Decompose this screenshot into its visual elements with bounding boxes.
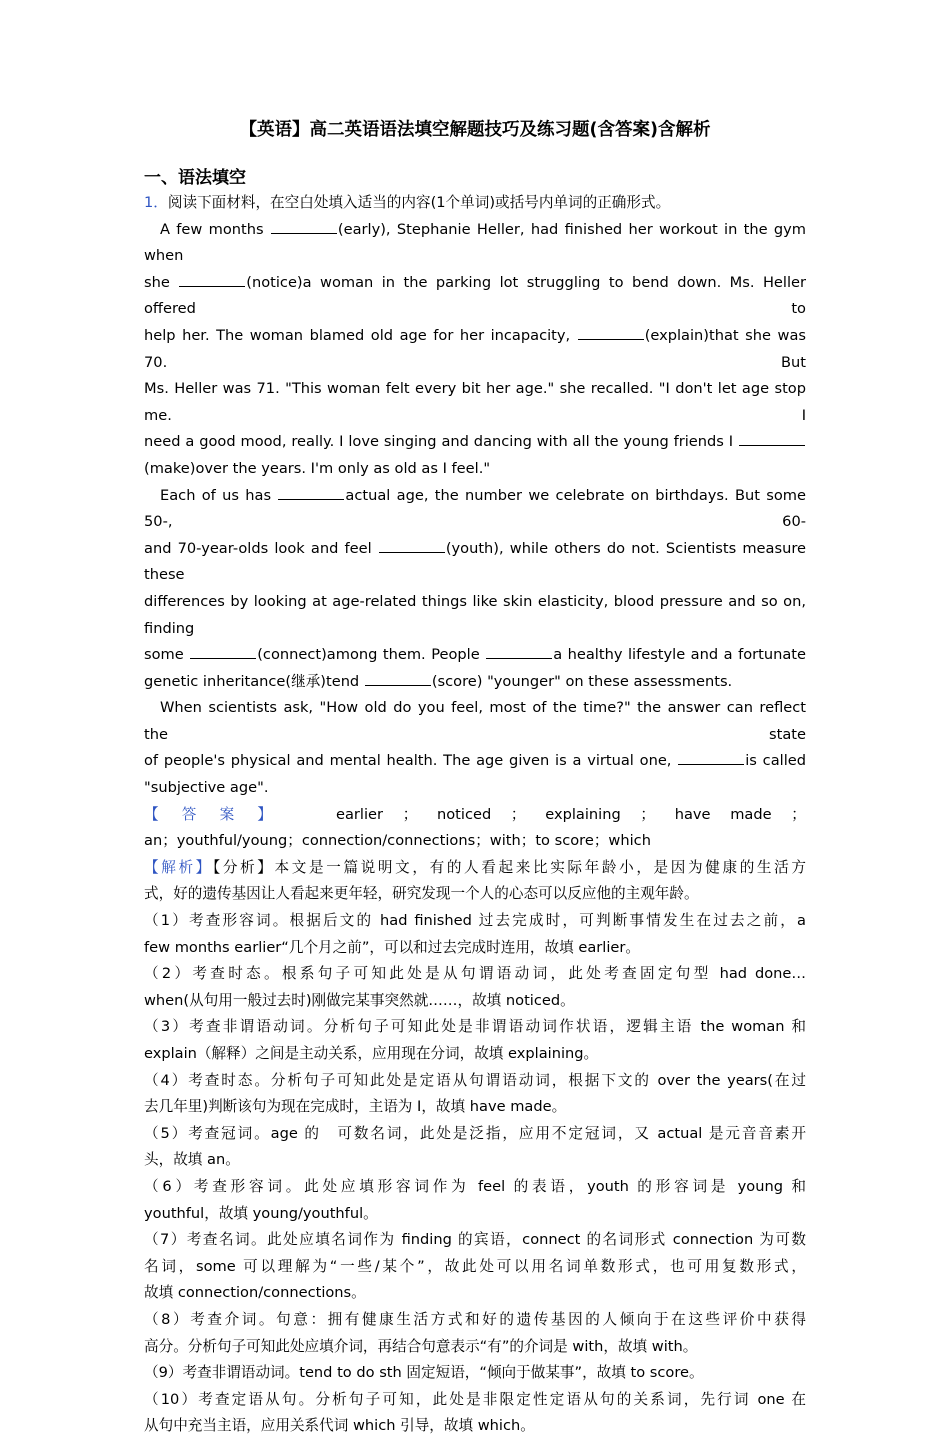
answer-blank-7[interactable] [190, 644, 256, 659]
section-heading: 一、语法填空 [144, 168, 246, 188]
passage-line: When scientists ask, "How old do you feel, most of the time?" the answer can reflect the state [144, 699, 806, 743]
answer-values: earlier ； noticed ； explaining ； have made ； [336, 805, 806, 823]
answer-blank-9[interactable] [365, 671, 431, 686]
analysis-item: （5）考查冠词。age 的 可数名词，此处是泛指，应用不定冠词，又 actual 是元音音素开 [144, 1124, 806, 1142]
analysis-item: explain（解释）之间是主动关系，应用现在分词，故填 explaining。 [144, 1045, 599, 1062]
answer-blank-5[interactable] [278, 485, 344, 500]
passage-line: Ms. Heller was 71. "This woman felt every bit her age." she recalled. "I don't let age stop me. I [144, 380, 806, 424]
analysis-item: when(从句用一般过去时)刚做完某事突然就……，故填 noticed。 [144, 991, 575, 1009]
answer-blank-6[interactable] [379, 538, 445, 553]
passage-line: A few months (early), Stephanie Heller, had finished her workout in the gym when [144, 220, 806, 265]
analysis-intro-2: 式，好的遗传基因让人看起来更年轻，研究发现一个人的心态可以反应他的主观年龄。 [144, 885, 699, 903]
analysis-item: （2）考查时态。根系句子可知此处是从句谓语动词，此处考查固定句型 had done… [144, 965, 806, 983]
answer-block [144, 802, 806, 855]
analysis-item: 从句中充当主语，应用关系代词 which 引导，故填 which。 [144, 1417, 535, 1435]
answer-blank-1[interactable] [271, 219, 337, 234]
analysis-item: （3）考查非谓语动词。分析句子可知此处是非谓语动词作状语，逻辑主语 the woman 和 [144, 1018, 806, 1036]
analysis-label: 【解析】 [144, 858, 213, 876]
passage-line: (make)over the years. I'm only as old as I feel." [144, 459, 491, 477]
analysis-item: 高分。分析句子可知此处应填介词，再结合句意表示“有”的介词是 with，故填 with。 [144, 1337, 698, 1355]
question-instruction: 1．阅读下面材料，在空白处填入适当的内容(1个单词)或括号内单词的正确形式。 [144, 194, 671, 211]
answer-line [144, 802, 806, 829]
passage-line: "subjective age". [144, 779, 269, 797]
question-1 [144, 190, 806, 802]
analysis-item: 故填 connection/connections。 [144, 1284, 366, 1302]
analysis-intro: 【解析】【分析】本文是一篇说明文，有的人看起来比实际年龄小，是因为健康的生活方 [144, 858, 806, 876]
passage-line: need a good mood, really. I love singing and dancing with all the young friends I [144, 429, 806, 456]
analysis-item: （6）考查形容词。此处应填形容词作为 feel 的表语，youth 的形容词是 young 和 [144, 1177, 806, 1195]
question-number: 1． [144, 194, 168, 211]
analysis-item: 去几年里)判断该句为现在完成时，主语为 I，故填 have made。 [144, 1098, 567, 1116]
analysis-item: youthful，故填 young/youthful。 [144, 1204, 378, 1222]
passage-line: help her. The woman blamed old age for her incapacity, (explain)that she was 70. But [144, 326, 806, 371]
answer-blank-8[interactable] [486, 644, 552, 659]
analysis-item: few months earlier“几个月之前”，可以和过去完成时连用，故填 earlier。 [144, 938, 640, 956]
answer-blank-2[interactable] [179, 272, 245, 287]
analysis-item: （10）考查定语从句。分析句子可知，此处是非限定性定语从句的关系词，先行词 one 在 [144, 1390, 806, 1408]
analysis-item: （7）考查名词。此处应填名词作为 finding 的宾语，connect 的名词形式 connection 为可数 [144, 1231, 806, 1249]
answer-line-2: an；youthful/young；connection/connections；with；to score；which [144, 832, 651, 850]
passage-line: differences by looking at age-related things like skin elasticity, blood pressure and so on, finding [144, 592, 806, 637]
passage-line: genetic inheritance(继承)tend (score) "younger" on these assessments. [144, 672, 733, 690]
analysis-item: 头，故填 an。 [144, 1151, 240, 1169]
answer-blank-10[interactable] [678, 750, 744, 765]
passage-line: of people's physical and mental health. The age given is a virtual one, is called [144, 752, 806, 770]
page-title: 【英语】高二英语语法填空解题技巧及练习题(含答案)含解析 [239, 120, 711, 140]
passage-line: and 70-year-olds look and feel (youth), while others do not. Scientists measure these [144, 539, 806, 584]
analysis-block [144, 855, 806, 1440]
passage-line: some (connect)among them. People a healthy lifestyle and a fortunate [144, 646, 806, 664]
analysis-item: （9）考查非谓语动词。tend to do sth 固定短语，“倾向于做某事”，故填 to score。 [144, 1364, 704, 1382]
passage-line: Each of us has actual age, the number we celebrate on birthdays. But some 50-, 60- [144, 486, 806, 531]
analysis-item: （8）考查介词。句意：拥有健康生活方式和好的遗传基因的人倾向于在这些评价中获得 [144, 1310, 806, 1328]
answer-label: 【 答 案 】 [144, 805, 272, 823]
answer-blank-4[interactable] [739, 431, 805, 446]
analysis-item: （4）考查时态。分析句子可知此处是定语从句谓语动词，根据下文的 over the years(在过 [144, 1071, 806, 1089]
analysis-item: （1）考查形容词。根据后文的 had finished 过去完成时，可判断事情发生在过去之前，a [144, 912, 806, 930]
document-content [144, 112, 806, 1440]
analysis-item: 名词，some 可以理解为“一些/某个”，故此处可以用名词单数形式，也可用复数形式， [144, 1257, 806, 1275]
passage-line: she (notice)a woman in the parking lot struggling to bend down. Ms. Heller offered to [144, 273, 806, 318]
answer-blank-3[interactable] [578, 325, 644, 340]
